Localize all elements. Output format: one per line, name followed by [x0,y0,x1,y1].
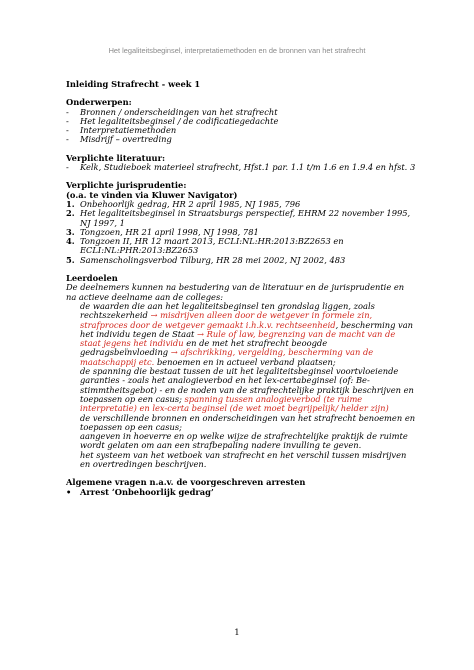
leerdoel-note: → Rule of law, begrenzing van de macht van de staat jegens het individu [80,328,396,349]
onderwerpen-list [66,108,416,145]
list-item [66,488,416,497]
list-text: Tongzoen II, HR 12 maart 2013, ECLI:NL:HR:2013:BZ2653 en ECLI:NL:PHR:2013:BZ2653 [80,236,344,256]
leerdoel-text: benoemen en in actueel verband plaatsen; [154,356,336,367]
list-item: - Interpretatiemethoden [66,126,416,135]
leerdoel-note: → afschrikking, vergelding, bescherming van de maatschappij etc. [80,347,374,367]
leerdoel-text: , bescherming van het individu tegen de Staat [80,319,413,339]
leerdoel-4: aangeven in hoeverre en op welke wijze de strafrechtelijke praktijk de ruimte wordt gelaten om aan een strafbepaling nadere invulling te geven. [80,431,408,451]
list-text: Tongzoen, HR 21 april 1998, NJ 1998, 781 [80,226,259,237]
literatuur-heading: Verplichte literatuur: [66,152,166,163]
leerdoel-1 [80,302,416,367]
literatuur-list [66,163,416,172]
list-text: Samenscholingsverbod Tilburg, HR 28 mei 2002, NJ 2002, 483 [80,254,346,265]
list-item [66,237,416,256]
list-number: 3. [66,226,75,237]
bullet-mark: • [66,486,72,497]
leerdoel-text: en de met het strafrecht beoogde gedragsbeïnvloeding [80,338,328,358]
onderwerpen-heading: Onderwerpen: [66,97,132,108]
leerdoel-text: de waarden die aan het legaliteitsbeginsel ten grondslag liggen, zoals rechtszekerheid [80,300,375,321]
document-body [66,80,416,497]
leerdoelen-intro: De deelnemers kunnen na bestudering van de literatuur en de jurisprudentie en na actieve deelname aan de colleges: [66,282,405,302]
leerdoel-2 [80,367,416,413]
list-number: 5. [66,254,75,265]
leerdoelen-list [66,302,416,469]
list-text: Onbehoorlijk gedrag, HR 2 april 1985, NJ 1985, 796 [80,198,301,209]
leerdoel-3: de verschillende bronnen en onderscheidingen van het strafrecht benoemen en toepassen op een casus; [80,412,416,432]
page-header: Het legaliteitsbeginsel, interpretatiemethoden en de bronnen van het strafrecht [108,46,366,55]
list-item [66,209,416,228]
list-number: 4. [66,236,75,247]
leerdoel-note: spanning tussen analogieverbod (te ruime interpretatie) en lex-certa beginsel (de wet moet begrijpelijk/ helder zijn) [80,393,389,414]
list-item: - Bronnen / onderscheidingen van het strafrecht [66,108,416,117]
page-number: 1 [234,628,240,638]
leerdoelen-heading: Leerdoelen [66,273,118,284]
list-item: - Kelk, Studieboek materieel strafrecht, Hfst.1 par. 1.1 t/m 1.6 en 1.9.4 en hfst. 3 [66,163,416,172]
jurisprudentie-subheading: (o.a. te vinden via Kluwer Navigator) [66,189,238,200]
leerdoel-note: → misdrijven alleen door de wetgever in formele zin, strafproces door de wetgever gemaakt i.h.k.v. rechtseenheid [80,310,373,330]
list-item: - Misdrijf – overtreding [66,135,416,144]
list-text: Het legaliteitsbeginsel in Straatsburgs perspectief, EHRM 22 november 1995, NJ 1997, 1 [80,208,411,228]
leerdoel-text: de spanning die bestaat tussen de uit het legaliteitsbeginsel voortvloeiende garanties - zoals het analogieverbod en het lex-certabeginsel (of: Be-stimmtheitsgebot) - en de noden van de strafrechtelijke praktijk beschrijven en toepassen op een casus; [80,366,414,404]
jurisprudentie-heading: Verplichte jurisprudentie: [66,180,187,191]
document-title: Inleiding Strafrecht - week 1 [66,79,201,89]
list-item [66,256,416,265]
list-item: - Het legaliteitsbeginsel / de codificatiegedachte [66,117,416,126]
algemene-heading: Algemene vragen n.a.v. de voorgeschreven arresten [66,477,306,488]
jurisprudentie-list [66,200,416,265]
list-number: 2. [66,208,75,219]
leerdoel-5: het systeem van het wetboek van strafrecht en het verschil tussen misdrijven en overtredingen beschrijven. [80,449,407,469]
list-text: Arrest ‘Onbehoorlijk gedrag’ [80,486,214,497]
list-number: 1. [66,198,75,209]
